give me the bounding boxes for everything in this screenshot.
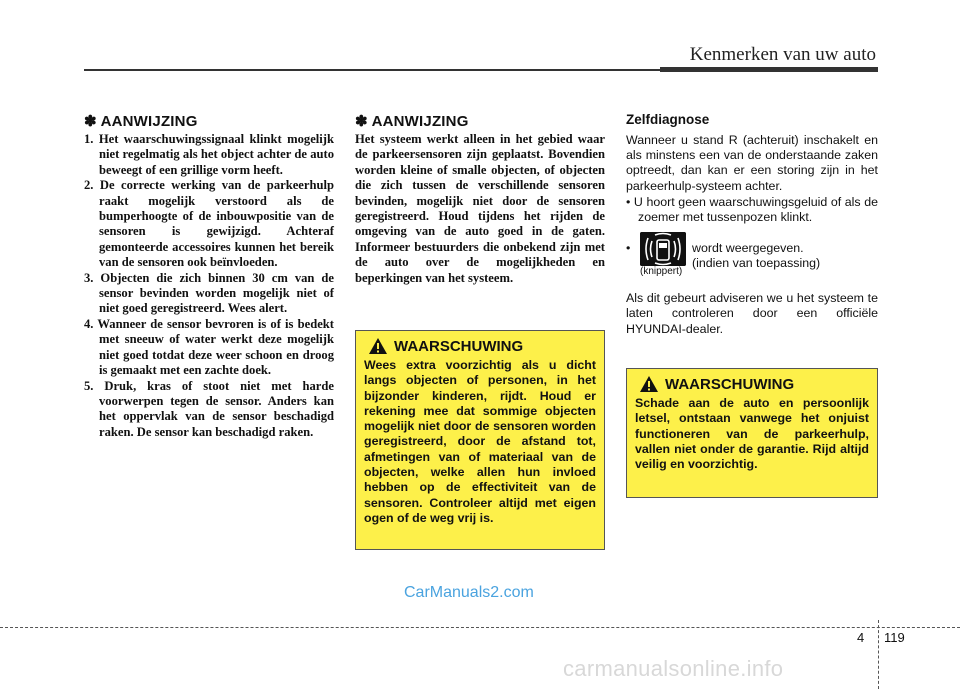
note-heading: ✽ AANWIJZING (84, 113, 198, 130)
note-item: 1. Het waarschuwingssignaal klinkt mogelijk niet regelmatig als het object achter de auto beweegt of een grillige vorm heeft. (84, 132, 334, 177)
header-rule-accent (660, 67, 878, 72)
section-header-title: Kenmerken van uw auto (689, 44, 876, 65)
warning-text: Schade aan de auto en persoonlijk letsel, ontstaan vanwege het onjuist functioneren van de parkeerhulp, vallen niet onder de garantie. Rijd altijd veilig en voorzichtig. (635, 396, 869, 472)
self-diagnosis-heading: Zelfdiagnose (626, 112, 710, 127)
note-list (84, 132, 334, 440)
self-diagnosis-column (626, 112, 878, 337)
warning-title: WAARSCHUWING (394, 337, 524, 355)
indicator-text (692, 241, 820, 270)
note-heading: ✽ AANWIJZING (355, 113, 469, 130)
warning-triangle-icon (368, 337, 388, 355)
indicator-text-line: wordt weergegeven. (692, 241, 804, 256)
self-diagnosis-outro: Als dit gebeurt adviseren we u het systeem te laten controleren door een officiële HYUNDAI-dealer. (626, 291, 878, 336)
self-diagnosis-intro: Wanneer u stand R (achteruit) inschakelt en als minstens een van de onderstaande zaken optreedt, dan kan er een storing zijn in het parkeerhulp-systeem achter. (626, 133, 878, 193)
note-item: 5. Druk, kras of stoot niet met harde voorwerpen tegen de sensor. Anders kan het oppervlak van de sensor beschadigd raken. De sensor kan beschadigd raken. (84, 378, 334, 439)
note-item: 3. Objecten die zich binnen 30 cm van de sensor bevinden worden mogelijk niet of niet goed geregistreerd. Wees alert. (84, 270, 334, 316)
note-column-1 (84, 112, 334, 440)
warning-title-row (364, 337, 596, 355)
page-number: 119 (884, 630, 905, 645)
warning-title-row (635, 375, 869, 393)
parking-sensor-icon (640, 232, 686, 266)
note-item: 4. Wanneer de sensor bevroren is of is bedekt met sneeuw of water werkt deze mogelijk niet goed totdat deze weer schoon en droog is gemaakt met een zachte doek. (84, 316, 334, 378)
footer-rule (0, 627, 960, 628)
note-text: Het systeem werkt alleen in het gebied waar de parkeersensoren zijn geplaatst. Bovendien worden kleine of smalle objecten, of objecten die zich tussen de verschillende sensoren bevinden, mogelijk niet door de sensoren geregistreerd. Houd tijdens het rijden de omgeving van de auto goed in de gaten. Informeer bestuurders die onbekend zijn met de auto over de mogelijkheden en beperkingen van het systeem. (355, 132, 605, 285)
watermark-link[interactable]: CarManuals2.com (404, 584, 534, 601)
indicator-text-line: (indien van toepassing) (692, 255, 821, 270)
warning-title: WAARSCHUWING (665, 375, 795, 393)
note-column-2 (355, 112, 605, 286)
warning-triangle-icon (639, 375, 659, 393)
warning-box (355, 330, 605, 550)
footer-divider (878, 620, 879, 689)
warning-text: Wees extra voorzichtig als u dicht langs objecten of personen, in het bijzonder kinderen, rijdt. Houd er rekening mee dat sommige objecten mogelijk niet door de sensoren worden geregistreerd, door de afstand tot, afmetingen van of materiaal van de objecten, welke allen hun invloed hebben op de effectiviteit van de sensoren. Controleer altijd met eigen ogen of de weg vrij is. (364, 358, 596, 525)
warning-box (626, 368, 878, 498)
bullet-marker: • (626, 241, 631, 256)
indicator-row (626, 231, 878, 281)
note-item: 2. De correcte werking van de parkeerhulp raakt mogelijk verstoord als de bumperhoogte of de inbouwpositie van de sensoren is gewijzigd. Achteraf gemonteerde accessoires kunnen het bereik van de sensoren ook beïnvloeden. (84, 178, 334, 270)
footer-site-watermark: carmanualsonline.info (563, 656, 784, 681)
self-diagnosis-bullet: • U hoort geen waarschuwingsgeluid of als de zoemer met tussenpozen klinkt. (626, 194, 878, 225)
indicator-caption: (knippert) (640, 266, 683, 278)
chapter-number: 4 (857, 630, 865, 645)
